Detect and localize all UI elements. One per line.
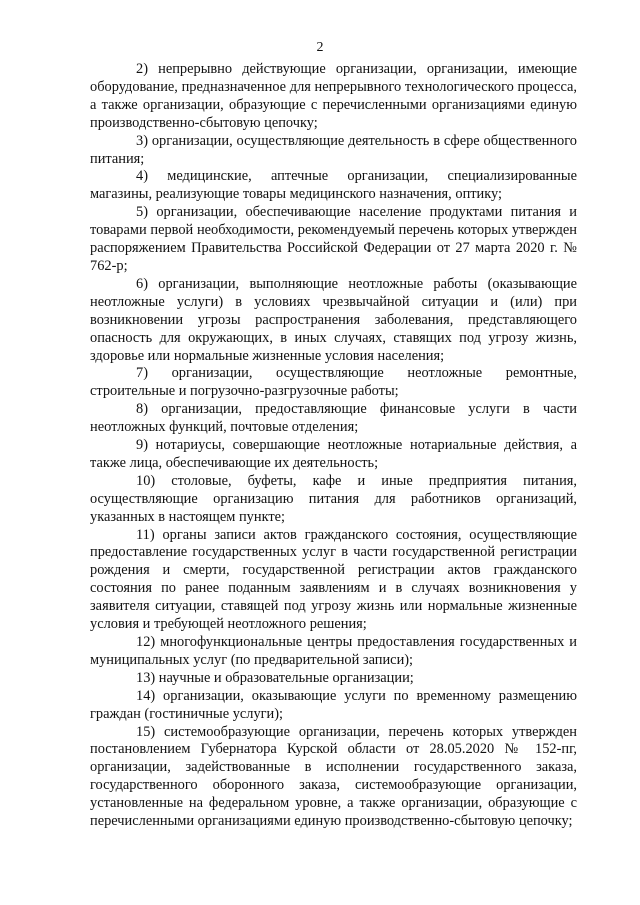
list-item-13: 13) научные и образовательные организации; [136,669,414,686]
list-item-8: 8) организации, предоставляющие финансовые услуги в части неотложных функций, почтовые отделения; [90,401,577,436]
list-item-11: 11) органы записи актов гражданского состояния, осуществляющие предоставление государственных услуг в части государственной регистрации рождения и смерти, государственной регистрации актов гражданского состояния по ранее поданным заявлениям и в случаях возникновения у заявителя ситуации, ставящей под угрозу жизнь или нормальные жизненные условия и требующей неотложного решения; [90,526,577,633]
list-item-6: 6) организации, выполняющие неотложные работы (оказывающие неотложные услуги) в условиях чрезвычайной ситуации и (или) при возникновении угрозы распространения заболевания, представляющего опасность для окружающих, в иных случаях, ставящих под угрозу жизнь, здоровье или нормальные жизненные условия населения; [90,275,577,364]
list-item-14: 14) организации, оказывающие услуги по временному размещению граждан (гостиничные услуги); [90,687,577,722]
list-item-2: 2) непрерывно действующие организации, организации, имеющие оборудование, предназначенное для непрерывного технологического процесса, а также организации, образующие с перечисленными организациями единую производственно-сбытовую цепочку; [90,61,577,131]
list-item-5: 5) организации, обеспечивающие население продуктами питания и товарами первой необходимости, рекомендуемый перечень которых утвержден распоряжением Правительства Российской Федерации от 27 марта 2020 г. № 762-р; [90,204,577,274]
document-body [90,61,577,831]
list-item-12: 12) многофункциональные центры предоставления государственных и муниципальных услуг (по предварительной записи); [90,634,577,668]
page-number: 2 [316,40,324,55]
list-item-9: 9) нотариусы, совершающие неотложные нотариальные действия, а также лица, обеспечивающие их деятельность; [90,437,577,471]
list-item-4: 4) медицинские, аптечные организации, специализированные магазины, реализующие товары медицинского назначения, оптику; [90,168,577,203]
list-item-3: 3) организации, осуществляющие деятельность в сфере общественного питания; [90,132,577,167]
list-item-10: 10) столовые, буфеты, кафе и иные предприятия питания, осуществляющие организацию питания для работников организаций, указанных в настоящем пункте; [90,472,577,525]
list-item-7: 7) организации, осуществляющие неотложные ремонтные, строительные и погрузочно-разгрузочные работы; [90,365,577,400]
list-item-15: 15) системообразующие организации, перечень которых утвержден постановлением Губернатора Курской области от 28.05.2020 № 152-пг, организации, задействованные в исполнении государственного заказа, государственного оборонного заказа, системообразующие организации, установленные на федеральном уровне, а также организации, образующие с перечисленными организациями единую производственно-сбытовую цепочку; [90,723,577,830]
